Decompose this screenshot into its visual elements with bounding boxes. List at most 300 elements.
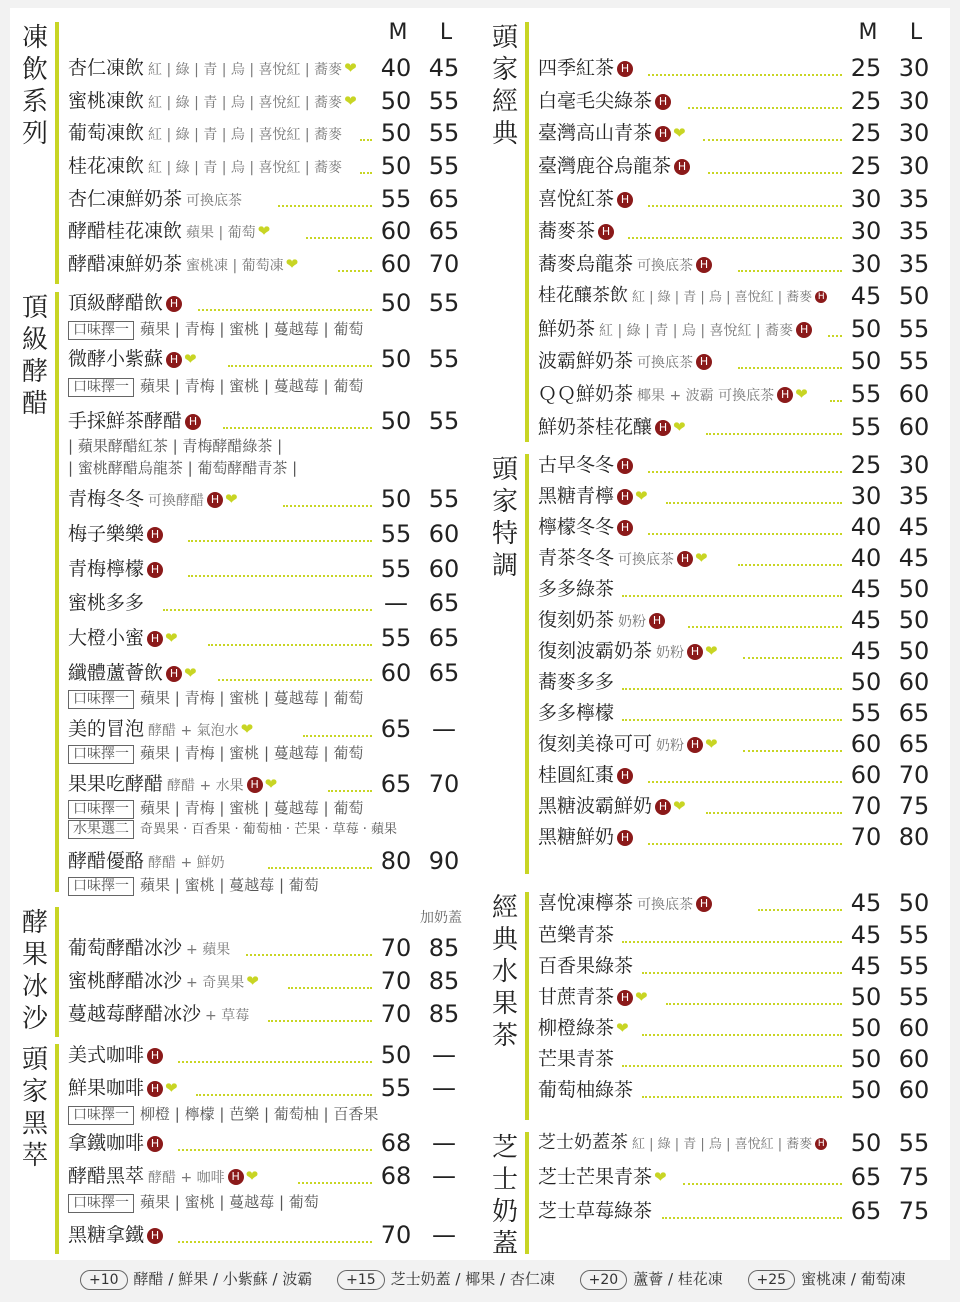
price-m: 50 [850, 1045, 882, 1073]
item-note: 可換底茶 [637, 897, 694, 913]
dot-leader [628, 237, 842, 239]
dot-leader [360, 139, 372, 141]
menu-item [538, 982, 942, 1012]
price-m: 60 [380, 217, 412, 245]
menu-item [68, 53, 472, 83]
hot-icon: H [166, 352, 182, 368]
heart-icon: ❤ [285, 255, 299, 273]
item-note: 紅 | 綠 | 青 | 烏 | 喜悅紅 | 蕎麥 [148, 160, 343, 176]
right-column [480, 8, 950, 1260]
item-name: 桂圓紅棗 [538, 764, 615, 786]
price-l: — [432, 1129, 456, 1157]
price-m: 45 [850, 889, 882, 917]
hot-icon: H [228, 1169, 244, 1185]
hot-icon: H [796, 322, 812, 338]
price-m: 50 [850, 668, 882, 696]
price-m: 30 [850, 217, 882, 245]
topping-price: +15 [337, 1270, 385, 1290]
price-m: 68 [380, 1129, 412, 1157]
hot-icon: H [655, 126, 671, 142]
price-m: 50 [850, 1014, 882, 1042]
menu-item [68, 86, 472, 116]
option-box: 口味擇一 [68, 1106, 134, 1125]
item-note: 奶粉 [618, 614, 647, 630]
section-title: 芝士奶蓋 [491, 1133, 518, 1259]
price-m: 68 [380, 1162, 412, 1190]
price-l: 60 [898, 413, 930, 441]
item-note: + 蘋果 [186, 942, 231, 958]
price-l: 50 [898, 575, 930, 603]
item-name: 蕎麥多多 [538, 671, 615, 693]
price-m: 25 [850, 152, 882, 180]
topping-list: 蜜桃凍 / 葡萄凍 [801, 1270, 906, 1288]
menu-item [538, 605, 942, 635]
item-name: 美式咖啡 [68, 1044, 145, 1066]
price-l: 60 [898, 1014, 930, 1042]
price-l: 55 [428, 119, 460, 147]
dot-leader [738, 564, 842, 566]
item-note: 酵醋 + 咖啡 [148, 1170, 225, 1186]
hot-icon: H [147, 1048, 163, 1064]
price-m: 50 [380, 87, 412, 115]
price-m: 55 [850, 699, 882, 727]
menu-item [68, 1128, 472, 1158]
item-note: 椰果 + 波霸 可換底茶 [637, 388, 775, 404]
item-name: 梅子樂樂 [68, 523, 145, 545]
price-l: 65 [428, 589, 460, 617]
price-l: 50 [898, 606, 930, 634]
size-header [374, 20, 470, 45]
heart-icon: ❤ [257, 222, 271, 240]
hot-icon: H [617, 768, 633, 784]
item-name: 復刻波霸奶茶 [538, 640, 653, 662]
price-m: 55 [850, 380, 882, 408]
dot-leader [268, 1020, 372, 1022]
menu-item [538, 698, 942, 728]
size-l-label: L [909, 20, 923, 45]
price-m: 45 [850, 952, 882, 980]
price-l: 35 [898, 250, 930, 278]
price-l: 55 [428, 407, 460, 435]
section-fruit-tea [480, 878, 950, 1126]
heart-icon: ❤ [184, 664, 197, 682]
dot-leader [738, 270, 842, 272]
size-m-label: M [388, 20, 408, 45]
price-l: — [432, 1162, 456, 1190]
price-m: 45 [850, 606, 882, 634]
dot-leader [706, 812, 842, 814]
option-list: 蘋果 | 蜜桃 | 蔓越莓 | 葡萄 [140, 1193, 319, 1211]
dot-leader [648, 74, 842, 76]
price-m: 50 [850, 1076, 882, 1104]
size-l-label: L [439, 20, 453, 45]
section-bar [525, 1132, 529, 1254]
price-m: 65 [380, 715, 412, 743]
option-box: 口味擇一 [68, 378, 134, 397]
menu-item [538, 53, 942, 83]
menu-item [538, 184, 942, 214]
hot-icon: H [674, 159, 690, 175]
item-name: 喜悅凍檸茶 [538, 892, 634, 914]
price-m: 25 [850, 119, 882, 147]
dot-leader [208, 644, 372, 646]
dot-leader [338, 270, 372, 272]
price-m: 50 [380, 345, 412, 373]
price-m: 60 [850, 761, 882, 789]
item-note: 蜜桃凍 | 葡萄凍 [186, 258, 284, 274]
dot-leader [688, 107, 842, 109]
menu-item [68, 118, 472, 148]
price-m: 55 [380, 624, 412, 652]
price-l: 60 [428, 555, 460, 583]
hot-icon: H [617, 489, 633, 505]
heart-icon: ❤ [344, 59, 357, 77]
item-name: 蜜桃多多 [68, 592, 145, 614]
option-box: 口味擇一 [68, 321, 134, 340]
dot-leader [622, 595, 842, 597]
menu-item [68, 249, 472, 279]
dot-leader [648, 533, 842, 535]
menu-item [68, 999, 472, 1029]
section-bar [55, 22, 59, 284]
heart-icon: ❤ [165, 629, 178, 647]
dot-leader [642, 1034, 842, 1036]
hot-icon: H [777, 387, 793, 403]
menu-item [68, 1161, 472, 1191]
price-m: 50 [850, 1129, 882, 1157]
menu-item [68, 1220, 472, 1250]
price-l: 65 [428, 185, 460, 213]
dot-leader [178, 1241, 372, 1243]
price-m: 50 [380, 289, 412, 317]
option-box: 口味擇一 [68, 877, 134, 896]
item-name: 甘蔗青茶 [538, 986, 615, 1008]
price-l: 30 [898, 87, 930, 115]
price-l: 65 [898, 699, 930, 727]
item-note: 紅 | 綠 | 青 | 烏 | 喜悅紅 | 蕎麥 [632, 1137, 813, 1152]
price-m: 70 [380, 1221, 412, 1249]
item-name: 桂花釀茶飲 [538, 285, 628, 306]
price-l: 75 [898, 1163, 930, 1191]
hot-icon: H [696, 257, 712, 273]
menu-item [538, 822, 942, 852]
price-m: 45 [850, 921, 882, 949]
dot-leader [743, 750, 842, 752]
menu-item [538, 1013, 942, 1043]
hot-icon: H [687, 644, 703, 660]
dot-leader [738, 367, 842, 369]
item-note: 可換底茶 [186, 193, 243, 209]
price-m: 25 [850, 54, 882, 82]
dot-leader [246, 954, 372, 956]
dot-leader [268, 867, 372, 869]
heart-icon: ❤ [673, 797, 686, 815]
menu-item [538, 1196, 942, 1226]
menu-item [68, 288, 472, 318]
price-m: 65 [850, 1197, 882, 1225]
menu-item [538, 951, 942, 981]
price-l: 90 [428, 847, 460, 875]
item-name: 頂級酵醋飲 [68, 292, 164, 314]
price-m: 50 [380, 152, 412, 180]
dot-leader [648, 471, 842, 473]
price-m: 55 [380, 1074, 412, 1102]
menu-item [68, 966, 472, 996]
menu-item [538, 281, 942, 311]
option-list: 蘋果 | 青梅 | 蜜桃 | 蔓越莓 | 葡萄 [140, 744, 364, 762]
section-title: 頭家特調 [491, 455, 518, 581]
price-m: 40 [380, 54, 412, 82]
item-note: 紅 | 綠 | 青 | 烏 | 喜悅紅 | 蕎麥 [632, 290, 813, 305]
dot-leader [683, 1183, 842, 1185]
item-note: 可換底茶 [618, 552, 675, 568]
dot-leader [758, 909, 842, 911]
option-line [68, 1104, 378, 1125]
heart-icon: ❤ [635, 487, 648, 505]
hot-icon: H [207, 492, 223, 508]
dot-leader [178, 1149, 372, 1151]
item-name: 白毫毛尖綠茶 [538, 90, 653, 112]
price-l: 60 [428, 520, 460, 548]
menu-page [10, 8, 950, 1260]
item-name: 青茶冬冬 [538, 547, 615, 569]
dot-leader [830, 400, 842, 402]
section-title: 頭家經典 [491, 23, 518, 149]
menu-item [538, 481, 942, 511]
price-m: 50 [380, 1041, 412, 1069]
menu-item [538, 1128, 942, 1158]
menu-item [538, 118, 942, 148]
price-m: 65 [380, 770, 412, 798]
menu-item [538, 379, 942, 409]
dot-leader [622, 719, 842, 721]
item-name: 葡萄凍飲 [68, 122, 145, 144]
item-note: 奶粉 [656, 645, 685, 661]
topping-header: 加奶蓋 [420, 910, 462, 926]
price-l: — [432, 1041, 456, 1069]
item-note: 紅 | 綠 | 青 | 烏 | 喜悅紅 | 蕎麥 [148, 127, 343, 143]
fruit-line [68, 820, 397, 840]
dot-leader [622, 941, 842, 943]
item-name: 芝士芒果青茶 [538, 1166, 653, 1188]
menu-item [68, 933, 472, 963]
hot-icon: H [247, 777, 263, 793]
dot-leader [662, 1217, 842, 1219]
hot-icon: H [655, 420, 671, 436]
item-name: 芝士奶蓋茶 [538, 1132, 628, 1153]
heart-icon: ❤ [705, 735, 718, 753]
dot-leader [163, 609, 372, 611]
hot-icon: H [617, 520, 633, 536]
price-l: 60 [898, 1076, 930, 1104]
hot-icon: H [598, 224, 614, 240]
heart-icon: ❤ [344, 92, 357, 110]
option-list: 蘋果 | 青梅 | 蜜桃 | 蔓越莓 | 葡萄 [140, 320, 364, 338]
heart-icon: ❤ [695, 549, 708, 567]
price-l: 35 [898, 482, 930, 510]
price-l: 70 [428, 250, 460, 278]
price-m: 55 [380, 185, 412, 213]
hot-icon: H [166, 296, 182, 312]
menu-item [68, 406, 472, 436]
item-name: 黑糖鮮奶 [538, 826, 615, 848]
section-bar [525, 454, 529, 874]
menu-item [538, 1075, 942, 1105]
dot-leader [188, 575, 372, 577]
menu-item [538, 760, 942, 790]
option-line [68, 1192, 319, 1213]
item-note: 紅 | 綠 | 青 | 烏 | 喜悅紅 | 蕎麥 [148, 95, 343, 111]
heart-icon: ❤ [225, 490, 238, 508]
price-l: 55 [428, 485, 460, 513]
price-m: 70 [380, 967, 412, 995]
menu-item [68, 658, 472, 688]
item-name: 古早冬冬 [538, 454, 615, 476]
item-name: 黑糖拿鐵 [68, 1224, 145, 1246]
price-l: 30 [898, 152, 930, 180]
price-l: 30 [898, 451, 930, 479]
item-name: ＱＱ鮮奶茶 [538, 383, 634, 405]
dot-leader [288, 987, 372, 989]
menu-item [68, 344, 472, 374]
price-l: 55 [898, 983, 930, 1011]
item-name: 蕎麥烏龍茶 [538, 253, 634, 275]
topping-price: +20 [580, 1270, 628, 1290]
price-l: 60 [898, 380, 930, 408]
hot-icon: H [147, 1136, 163, 1152]
hot-icon: H [815, 1138, 827, 1150]
hot-icon: H [655, 94, 671, 110]
menu-item [538, 249, 942, 279]
section-classic-tea [480, 8, 950, 448]
item-note: 奶粉 [656, 738, 685, 754]
price-l: 55 [898, 315, 930, 343]
price-m: 25 [850, 87, 882, 115]
method-line: | 蘋果酵醋紅茶 | 青梅酵醋綠茶 | [68, 437, 283, 455]
hot-icon: H [147, 1228, 163, 1244]
item-name: 纖體蘆薈飲 [68, 662, 164, 684]
item-name: 酵醋優酪 [68, 850, 145, 872]
menu-item [538, 1044, 942, 1074]
item-note: 紅 | 綠 | 青 | 烏 | 喜悅紅 | 蕎麥 [148, 62, 343, 78]
section-title: 經典水果茶 [491, 893, 518, 1051]
price-m: 70 [380, 1000, 412, 1028]
price-l: 45 [898, 544, 930, 572]
price-m: 50 [850, 983, 882, 1011]
price-m: 55 [380, 520, 412, 548]
price-m: 50 [380, 119, 412, 147]
item-name: 復刻美祿可可 [538, 733, 653, 755]
section-title: 頭家黑萃 [21, 1045, 48, 1171]
menu-item [538, 346, 942, 376]
price-l: 60 [898, 668, 930, 696]
price-m: 60 [380, 250, 412, 278]
hot-icon: H [655, 799, 671, 815]
menu-item [68, 1040, 472, 1070]
item-note: 可換底茶 [637, 355, 694, 371]
section-special-mix [480, 440, 950, 880]
item-name: 青梅冬冬 [68, 488, 145, 510]
menu-item [538, 791, 942, 821]
item-name: 美的冒泡 [68, 718, 145, 740]
method-line: | 蜜桃酵醋烏龍茶 | 葡萄酵醋青茶 | [68, 459, 298, 477]
price-l: 75 [898, 1197, 930, 1225]
option-line [68, 376, 363, 397]
section-bar [525, 892, 529, 1120]
item-name: 檸檬冬冬 [538, 516, 615, 538]
item-name: 微酵小紫蘇 [68, 348, 164, 370]
price-l: 55 [898, 921, 930, 949]
price-m: 55 [380, 555, 412, 583]
item-note: 酵醋 + 鮮奶 [148, 855, 225, 871]
hot-icon: H [617, 990, 633, 1006]
option-list: 柳橙 | 檸檬 | 芭樂 | 葡萄柚 | 百香果 [140, 1105, 379, 1123]
price-l: 35 [898, 217, 930, 245]
menu-item [538, 1162, 942, 1192]
menu-item [68, 554, 472, 584]
price-l: 45 [428, 54, 460, 82]
price-m: 70 [850, 792, 882, 820]
dot-leader [648, 781, 842, 783]
item-name: 桂花凍飲 [68, 155, 145, 177]
item-name: 青梅檸檬 [68, 558, 145, 580]
menu-item [538, 314, 942, 344]
hot-icon: H [696, 896, 712, 912]
hot-icon: H [617, 192, 633, 208]
price-l: 70 [428, 770, 460, 798]
price-l: 30 [898, 54, 930, 82]
hot-icon: H [696, 354, 712, 370]
dot-leader [708, 172, 842, 174]
price-l: 50 [898, 282, 930, 310]
section-bar [55, 907, 59, 1037]
item-name: 黑糖青檸 [538, 485, 615, 507]
dot-leader [228, 365, 372, 367]
option-list: 蘋果 | 青梅 | 蜜桃 | 蔓越莓 | 葡萄 [140, 799, 364, 817]
topping-group [80, 1268, 312, 1290]
menu-item [538, 888, 942, 918]
menu-item [68, 588, 472, 618]
section-bar [525, 22, 529, 442]
dot-leader [828, 335, 842, 337]
hot-icon: H [147, 1081, 163, 1097]
item-name: 果果吃酵醋 [68, 773, 164, 795]
hot-icon: H [617, 61, 633, 77]
price-m: 60 [380, 659, 412, 687]
dot-leader [178, 1061, 372, 1063]
heart-icon: ❤ [654, 1168, 667, 1186]
section-cheese-foam [480, 1118, 950, 1260]
menu-item [68, 216, 472, 246]
menu-item [538, 450, 942, 480]
item-name: 葡萄柚綠茶 [538, 1079, 634, 1101]
price-l: 45 [898, 513, 930, 541]
price-l: 85 [428, 1000, 460, 1028]
heart-icon: ❤ [184, 350, 197, 368]
hot-icon: H [617, 458, 633, 474]
item-name: 芒果青茶 [538, 1048, 615, 1070]
size-m-label: M [858, 20, 878, 45]
price-l: 55 [898, 952, 930, 980]
menu-item [68, 1073, 472, 1103]
item-note: 可換底茶 [637, 258, 694, 274]
option-box: 口味擇一 [68, 1194, 134, 1213]
menu-item [538, 512, 942, 542]
hot-icon: H [677, 551, 693, 567]
dot-leader [196, 1094, 372, 1096]
item-name: 蔓越莓酵醋冰沙 [68, 1003, 202, 1025]
item-name: 復刻奶茶 [538, 609, 615, 631]
